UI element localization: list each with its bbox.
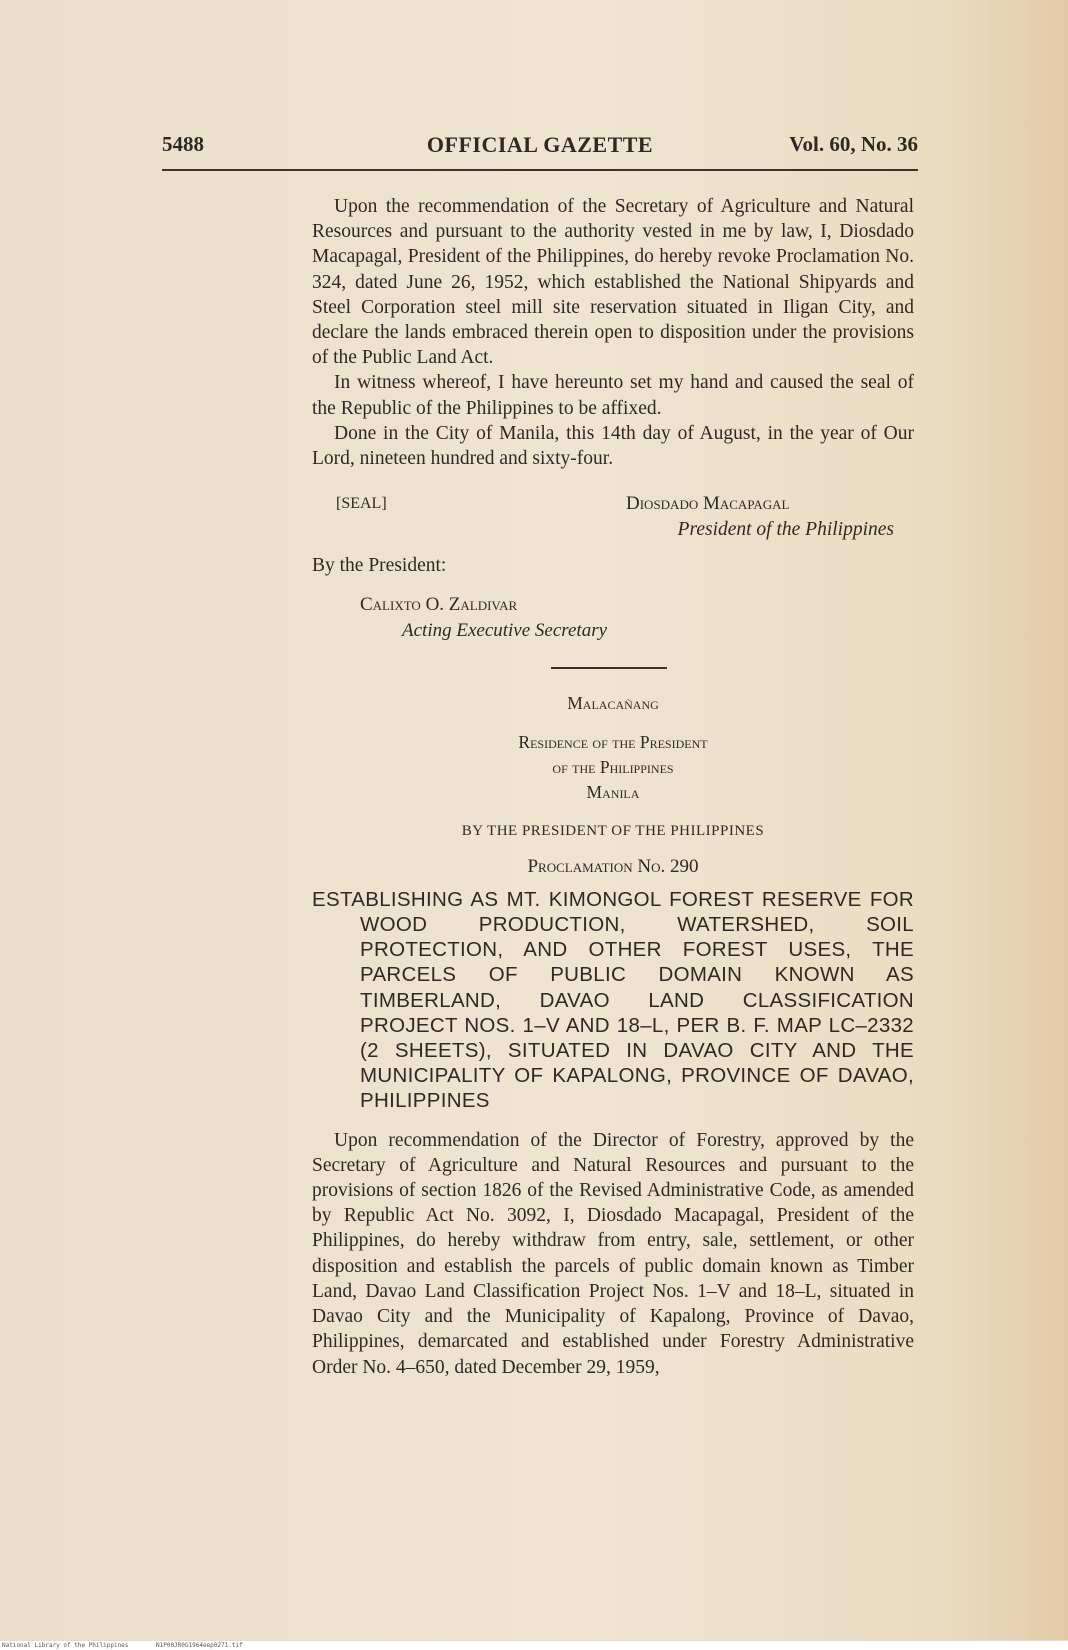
countersignature: [360, 592, 914, 642]
section-divider: [551, 667, 667, 669]
page-number: 5488: [162, 132, 204, 156]
witness-paragraph: In witness whereof, I have hereunto set my hand and caused the seal of the Republic of the Philippines to be affixed.: [312, 372, 914, 419]
page-header: [162, 132, 918, 166]
by-president-heading: BY THE PRESIDENT OF THE PHILIPPINES: [461, 822, 765, 839]
residence-line-1: Residence of the President: [518, 731, 708, 752]
countersigner-name: Calixto O. Zaldivar: [360, 594, 518, 616]
seal-mark: [SEAL]: [336, 495, 387, 513]
footer-library: National Library of the Philippines: [2, 1642, 129, 1649]
volume-issue: Vol. 60, No. 36: [789, 132, 918, 156]
signatory-title: President of the Philippines: [677, 519, 894, 541]
header-rule: [162, 169, 918, 171]
revocation-paragraph: Upon the recommendation of the Secretary of Agriculture and Natural Resources and pursuant to the authority vested in me by law, I, Diosdado Macapagal, President of the Philippines, do hereby revoke Proclamation No. 324, dated June 26, 1952, which established the National Shipyards and Steel Corporation steel mill site reservation situated in Iligan City, and declare the lands embraced therein open to disposition under the provisions of the Public Land Act.: [312, 196, 914, 369]
publication-title: OFFICIAL GAZETTE: [426, 132, 654, 157]
city-line: Manila: [586, 781, 640, 802]
signatory-name: Diosdado Macapagal: [626, 493, 790, 515]
proclamation-body: Upon recommendation of the Director of Forestry, approved by the Secretary of Agriculture and Natural Resources and pursuant to the provisions of section 1826 of the Revised Administrative Code, as amended by Republic Act No. 3092, I, Diosdado Macapagal, President of the Philippines, do hereby withdraw from entry, sale, settlement, or other disposition and establish the parcels of public domain known as Timber Land, Davao Land Classification Project Nos. 1–V and 18–L, situated in Davao City and the Municipality of Kapalong, Province of Davao, Philippines, demarcated and established under Forestry Administrative Order No. 4–650, dated December 29, 1959,: [312, 1129, 914, 1378]
footer-file: N1P00JR0G1964eep0271.tif: [156, 1642, 243, 1649]
scan-footer: [0, 1641, 1068, 1650]
malacanang-heading: Malacañang: [567, 692, 659, 713]
page-body: [312, 194, 914, 1399]
countersigner-title: Acting Executive Secretary: [402, 619, 608, 641]
residence-line-2: of the Philippines: [552, 756, 674, 777]
proclamation-number: Proclamation No. 290: [527, 855, 699, 877]
signature-block: [312, 491, 914, 547]
proclamation-title: ESTABLISHING AS MT. KIMONGOL FOREST RESERVE FOR WOOD PRODUCTION, WATERSHED, SOIL PROTECTION, AND OTHER FOREST USES, THE PARCELS OF PUBLIC DOMAIN KNOWN AS TIMBERLAND, DAVAO LAND CLASSIFICATION PROJECT NOS. 1–V AND 18–L, PER B. F. MAP LC–2332 (2 SHEETS), SITUATED IN DAVAO CITY AND THE MUNICIPALITY OF KAPALONG, PROVINCE OF DAVAO, PHILIPPINES: [312, 887, 914, 1113]
done-paragraph: Done in the City of Manila, this 14th day of August, in the year of Our Lord, nineteen hundred and sixty-four.: [312, 422, 914, 470]
by-the-president: By the President:: [312, 555, 447, 577]
